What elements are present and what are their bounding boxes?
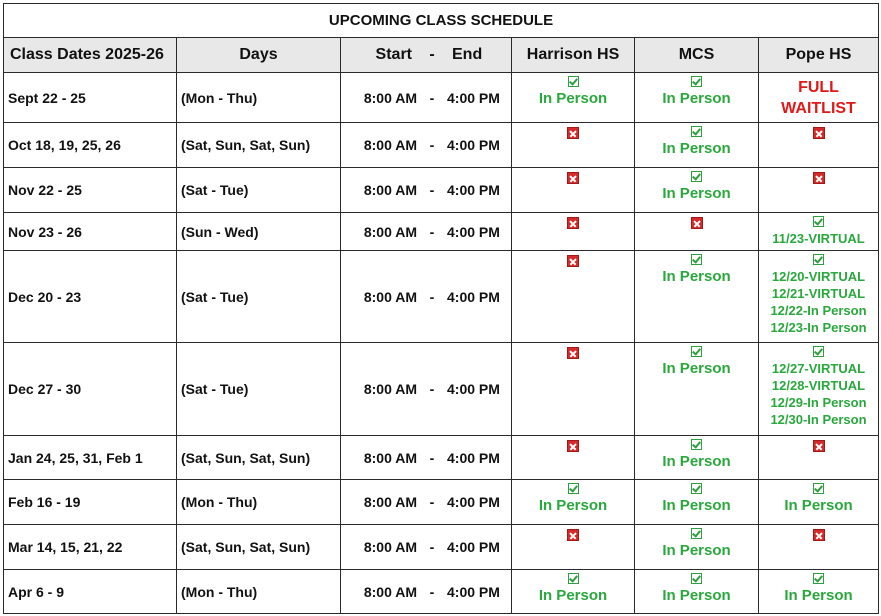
harrison-cell <box>512 123 635 168</box>
pope-icon-line <box>759 346 878 360</box>
mcs-icon-line <box>635 439 758 453</box>
mcs-cell <box>635 436 759 480</box>
harrison-icon-line <box>512 76 634 90</box>
pope-session-line: 12/29-In Person <box>770 395 867 410</box>
header-row <box>4 38 879 73</box>
header-mcs: MCS <box>635 38 759 73</box>
time-dash: - <box>429 539 435 555</box>
end-time: 4:00 PM <box>447 288 500 305</box>
pope-icon-line <box>759 573 878 587</box>
harrison-cell <box>512 213 635 251</box>
x-icon <box>813 127 825 139</box>
time-cell <box>341 343 512 436</box>
days-cell: (Sat - Tue) <box>177 343 341 436</box>
harrison-cell <box>512 168 635 213</box>
harrison-icon-line <box>512 483 634 497</box>
mcs-cell <box>635 343 759 436</box>
check-icon <box>568 483 579 494</box>
time-dash: - <box>429 89 435 106</box>
class-dates-cell: Sept 22 - 25 <box>4 73 177 123</box>
start-time: 8:00 AM <box>363 583 417 600</box>
harrison-icon-line <box>512 347 634 361</box>
class-dates-cell: Feb 16 - 19 <box>4 480 177 525</box>
header-days: Days <box>177 38 341 73</box>
pope-icon-line <box>759 440 878 454</box>
time-cell <box>341 525 512 570</box>
table-row <box>4 525 879 570</box>
table-row <box>4 213 879 251</box>
schedule-container <box>3 3 878 614</box>
schedule-body <box>4 73 879 614</box>
mcs-icon-line <box>635 573 758 587</box>
time-cell <box>341 168 512 213</box>
harrison-icon-line <box>512 217 634 231</box>
x-icon <box>567 529 579 541</box>
mcs-icon-line <box>635 254 758 268</box>
start-time: 8:00 AM <box>363 89 417 106</box>
pope-session-line: 12/20-VIRTUAL <box>771 269 866 284</box>
time-cell <box>341 570 512 614</box>
start-time: 8:00 AM <box>363 288 417 305</box>
table-row <box>4 436 879 480</box>
table-title: UPCOMING CLASS SCHEDULE <box>4 4 879 38</box>
days-cell: (Mon - Thu) <box>177 73 341 123</box>
header-end: End <box>452 46 483 63</box>
start-time: 8:00 AM <box>363 494 417 510</box>
pope-cell <box>759 525 879 570</box>
mcs-cell <box>635 570 759 614</box>
pope-status-text: In Person <box>784 497 853 514</box>
harrison-cell <box>512 251 635 343</box>
pope-icon-line <box>759 254 878 268</box>
mcs-status-text: In Person <box>662 140 731 157</box>
table-row <box>4 123 879 168</box>
harrison-cell <box>512 480 635 525</box>
class-dates-cell: Jan 24, 25, 31, Feb 1 <box>4 436 177 480</box>
pope-session-line: 12/22-In Person <box>770 303 867 318</box>
harrison-status-text: In Person <box>538 587 608 604</box>
pope-cell <box>759 480 879 525</box>
mcs-status-text: In Person <box>662 360 731 377</box>
mcs-status-text: In Person <box>662 542 731 559</box>
check-icon <box>691 573 702 584</box>
pope-cell <box>759 168 879 213</box>
class-dates-cell: Dec 20 - 23 <box>4 251 177 343</box>
start-time: 8:00 AM <box>363 381 417 397</box>
pope-session-line: 12/30-In Person <box>770 412 867 427</box>
pope-session-line: FULL <box>798 78 839 96</box>
pope-session-line: 12/23-In Person <box>770 320 867 335</box>
end-time: 4:00 PM <box>447 89 500 106</box>
x-icon <box>567 172 579 184</box>
x-icon <box>567 347 579 359</box>
table-row <box>4 168 879 213</box>
mcs-status-text: In Person <box>662 268 731 285</box>
harrison-cell <box>512 73 635 123</box>
check-icon <box>691 439 702 450</box>
pope-session-line: 12/27-VIRTUAL <box>771 361 866 376</box>
check-icon <box>691 528 702 539</box>
time-dash: - <box>429 137 435 153</box>
harrison-icon-line <box>512 529 634 543</box>
header-harrison: Harrison HS <box>512 38 635 73</box>
days-cell: (Sat - Tue) <box>177 168 341 213</box>
x-icon <box>691 217 703 229</box>
pope-icon-line <box>759 216 878 230</box>
mcs-status-text: In Person <box>662 90 731 107</box>
class-dates-cell: Nov 22 - 25 <box>4 168 177 213</box>
time-dash: - <box>429 494 435 510</box>
time-cell <box>341 73 512 123</box>
check-icon <box>813 483 824 494</box>
harrison-icon-line <box>512 573 634 587</box>
pope-cell <box>759 570 879 614</box>
header-start: Start <box>375 46 412 63</box>
end-time: 4:00 PM <box>447 223 500 240</box>
start-time: 8:00 AM <box>363 137 417 153</box>
pope-icon-line <box>759 172 878 186</box>
class-dates-cell: Dec 27 - 30 <box>4 343 177 436</box>
mcs-status-text: In Person <box>662 453 731 470</box>
time-cell <box>341 251 512 343</box>
pope-session-line: 12/28-VIRTUAL <box>771 378 866 393</box>
mcs-status-text: In Person <box>662 185 731 202</box>
x-icon <box>567 255 579 267</box>
pope-icon-line <box>759 127 878 141</box>
pope-session-line: 11/23-VIRTUAL <box>772 231 865 246</box>
start-time: 8:00 AM <box>363 449 417 466</box>
harrison-cell <box>512 436 635 480</box>
table-row <box>4 73 879 123</box>
check-icon <box>813 216 824 227</box>
time-dash: - <box>429 381 435 397</box>
pope-cell <box>759 436 879 480</box>
pope-cell <box>759 123 879 168</box>
schedule-table <box>3 3 879 614</box>
pope-cell <box>759 251 879 343</box>
mcs-cell <box>635 251 759 343</box>
end-time: 4:00 PM <box>447 182 500 198</box>
harrison-cell <box>512 343 635 436</box>
days-cell: (Mon - Thu) <box>177 480 341 525</box>
time-cell <box>341 123 512 168</box>
header-class-dates: Class Dates 2025-26 <box>4 38 177 73</box>
check-icon <box>568 573 579 584</box>
class-dates-cell: Nov 23 - 26 <box>4 213 177 251</box>
end-time: 4:00 PM <box>447 381 500 397</box>
mcs-cell <box>635 73 759 123</box>
mcs-cell <box>635 168 759 213</box>
x-icon <box>567 217 579 229</box>
x-icon <box>567 440 579 452</box>
pope-cell <box>759 73 879 123</box>
class-dates-cell: Mar 14, 15, 21, 22 <box>4 525 177 570</box>
harrison-status-text: In Person <box>538 497 608 514</box>
class-dates-cell: Oct 18, 19, 25, 26 <box>4 123 177 168</box>
table-row <box>4 480 879 525</box>
time-cell <box>341 436 512 480</box>
x-icon <box>813 440 825 452</box>
days-cell: (Sat, Sun, Sat, Sun) <box>177 436 341 480</box>
time-dash: - <box>429 583 435 600</box>
mcs-icon-line <box>635 171 758 185</box>
time-dash: - <box>429 182 435 198</box>
check-icon <box>691 254 702 265</box>
harrison-icon-line <box>512 172 634 186</box>
end-time: 4:00 PM <box>447 137 500 153</box>
start-time: 8:00 AM <box>363 223 417 240</box>
check-icon <box>691 76 702 87</box>
mcs-cell <box>635 213 759 251</box>
x-icon <box>813 172 825 184</box>
mcs-cell <box>635 123 759 168</box>
class-dates-cell: Apr 6 - 9 <box>4 570 177 614</box>
table-row <box>4 251 879 343</box>
days-cell: (Sat, Sun, Sat, Sun) <box>177 123 341 168</box>
time-dash: - <box>429 449 435 466</box>
days-cell: (Mon - Thu) <box>177 570 341 614</box>
harrison-icon-line <box>512 440 634 454</box>
header-pope: Pope HS <box>759 38 879 73</box>
table-row <box>4 570 879 614</box>
table-row <box>4 343 879 436</box>
check-icon <box>568 76 579 87</box>
harrison-icon-line <box>512 127 634 141</box>
harrison-cell <box>512 525 635 570</box>
check-icon <box>813 573 824 584</box>
mcs-cell <box>635 480 759 525</box>
header-dash: - <box>429 46 435 63</box>
time-dash: - <box>429 288 435 305</box>
days-cell: (Sat - Tue) <box>177 251 341 343</box>
mcs-icon-line <box>635 126 758 140</box>
pope-cell <box>759 213 879 251</box>
mcs-icon-line <box>635 528 758 542</box>
x-icon <box>813 529 825 541</box>
end-time: 4:00 PM <box>447 494 500 510</box>
pope-status-text: In Person <box>784 587 853 604</box>
harrison-cell <box>512 570 635 614</box>
mcs-cell <box>635 525 759 570</box>
days-cell: (Sat, Sun, Sat, Sun) <box>177 525 341 570</box>
mcs-status-text: In Person <box>662 497 731 514</box>
mcs-icon-line <box>635 217 758 231</box>
harrison-icon-line <box>512 255 634 269</box>
pope-cell <box>759 343 879 436</box>
check-icon <box>813 346 824 357</box>
mcs-icon-line <box>635 76 758 90</box>
check-icon <box>813 254 824 265</box>
end-time: 4:00 PM <box>447 583 500 600</box>
x-icon <box>567 127 579 139</box>
end-time: 4:00 PM <box>447 539 500 555</box>
end-time: 4:00 PM <box>447 449 500 466</box>
days-cell: (Sun - Wed) <box>177 213 341 251</box>
check-icon <box>691 126 702 137</box>
pope-session-line: WAITLIST <box>781 99 856 117</box>
pope-icon-line <box>759 529 878 543</box>
mcs-status-text: In Person <box>662 587 731 604</box>
header-start-end <box>341 38 512 73</box>
pope-session-line: 12/21-VIRTUAL <box>771 286 866 301</box>
check-icon <box>691 346 702 357</box>
start-time: 8:00 AM <box>363 182 417 198</box>
time-cell <box>341 480 512 525</box>
check-icon <box>691 171 702 182</box>
time-dash: - <box>429 223 435 240</box>
mcs-icon-line <box>635 483 758 497</box>
pope-icon-line <box>759 483 878 497</box>
mcs-icon-line <box>635 346 758 360</box>
time-cell <box>341 213 512 251</box>
check-icon <box>691 483 702 494</box>
start-time: 8:00 AM <box>363 539 417 555</box>
harrison-status-text: In Person <box>538 90 608 107</box>
